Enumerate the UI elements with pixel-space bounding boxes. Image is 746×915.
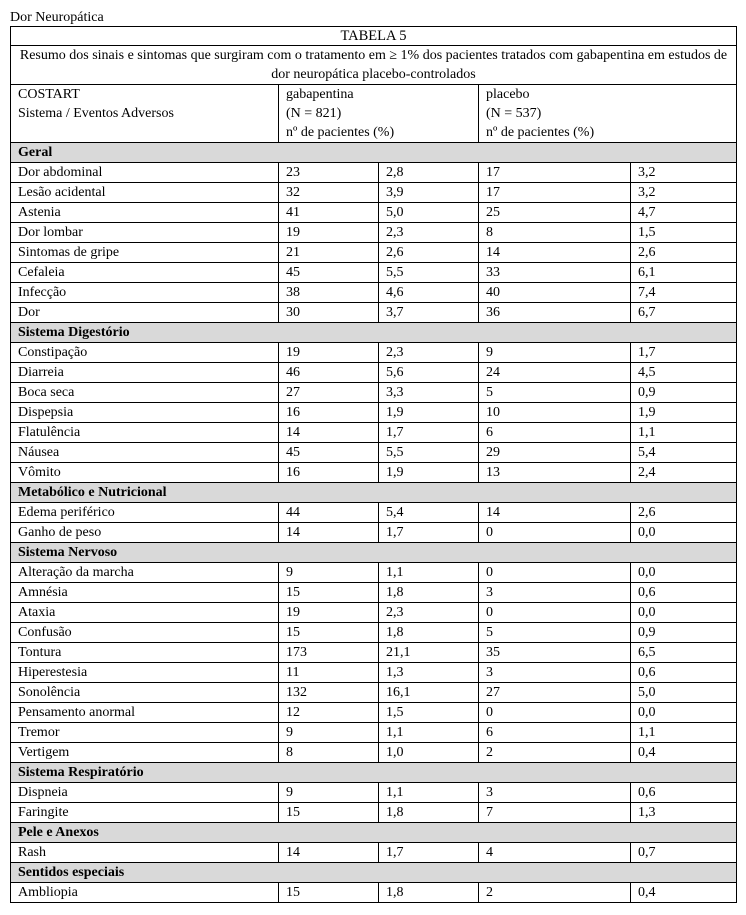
placebo-percent-cell: 0,9 [631,383,737,403]
placebo-count-cell: 40 [479,283,631,303]
table-row [11,383,737,403]
placebo-percent-cell: 0,9 [631,623,737,643]
placebo-percent-cell: 5,0 [631,683,737,703]
placebo-percent-cell: 7,4 [631,283,737,303]
table-row [11,423,737,443]
placebo-percent-cell: 0,0 [631,523,737,543]
section-header: Metabólico e Nutricional [11,483,737,503]
placebo-percent-cell: 1,1 [631,723,737,743]
placebo-count-cell: 25 [479,203,631,223]
gabapentina-count-cell: 30 [279,303,379,323]
gabapentina-count-cell: 132 [279,683,379,703]
table-row [11,883,737,903]
gabapentina-percent-cell: 2,3 [379,223,479,243]
table-header-row [11,85,737,143]
gabapentina-count-cell: 27 [279,383,379,403]
placebo-percent-cell: 0,6 [631,663,737,683]
gabapentina-count-cell: 9 [279,723,379,743]
gabapentina-percent-cell: 1,9 [379,463,479,483]
placebo-percent-cell: 2,4 [631,463,737,483]
table-row [11,783,737,803]
section-row [11,863,737,883]
event-name-cell: Boca seca [11,383,279,403]
gabapentina-count-cell: 9 [279,783,379,803]
event-name-cell: Dor abdominal [11,163,279,183]
table-title-row [11,27,737,46]
gabapentina-count-cell: 14 [279,843,379,863]
placebo-count-cell: 0 [479,523,631,543]
placebo-count-cell: 33 [479,263,631,283]
gabapentina-count-cell: 9 [279,563,379,583]
gabapentina-percent-cell: 1,7 [379,843,479,863]
placebo-percent-cell: 1,7 [631,343,737,363]
placebo-count-cell: 27 [479,683,631,703]
gabapentina-count-cell: 23 [279,163,379,183]
gabapentina-percent-cell: 2,8 [379,163,479,183]
table-row [11,223,737,243]
event-name-cell: Edema periférico [11,503,279,523]
event-name-cell: Cefaleia [11,263,279,283]
gabapentina-count-cell: 173 [279,643,379,663]
header-placebo-n: (N = 537) [486,106,542,121]
gabapentina-percent-cell: 1,8 [379,623,479,643]
section-row [11,823,737,843]
placebo-percent-cell: 2,6 [631,243,737,263]
gabapentina-percent-cell: 3,9 [379,183,479,203]
placebo-percent-cell: 2,6 [631,503,737,523]
placebo-percent-cell: 0,0 [631,563,737,583]
placebo-count-cell: 6 [479,723,631,743]
event-name-cell: Amnésia [11,583,279,603]
table-row [11,743,737,763]
header-system-events [11,85,279,143]
gabapentina-count-cell: 11 [279,663,379,683]
placebo-percent-cell: 0,6 [631,783,737,803]
event-name-cell: Sintomas de gripe [11,243,279,263]
header-placebo-name: placebo [486,87,530,102]
placebo-count-cell: 4 [479,843,631,863]
gabapentina-percent-cell: 1,5 [379,703,479,723]
placebo-percent-cell: 0,0 [631,603,737,623]
section-header: Sistema Respiratório [11,763,737,783]
gabapentina-percent-cell: 2,3 [379,343,479,363]
header-gabapentina-name: gabapentina [286,87,354,102]
table-row [11,503,737,523]
event-name-cell: Infecção [11,283,279,303]
table-row [11,563,737,583]
gabapentina-percent-cell: 3,7 [379,303,479,323]
table-row [11,303,737,323]
header-costart: COSTART [18,87,80,102]
table-row [11,803,737,823]
gabapentina-count-cell: 15 [279,583,379,603]
placebo-count-cell: 2 [479,743,631,763]
table-row [11,163,737,183]
placebo-count-cell: 29 [479,443,631,463]
gabapentina-percent-cell: 1,9 [379,403,479,423]
placebo-count-cell: 24 [479,363,631,383]
event-name-cell: Diarreia [11,363,279,383]
event-name-cell: Hiperestesia [11,663,279,683]
table-row [11,683,737,703]
event-name-cell: Constipação [11,343,279,363]
gabapentina-percent-cell: 5,4 [379,503,479,523]
table-description: Resumo dos sinais e sintomas que surgiram com o tratamento em ≥ 1% dos pacientes tratados com gabapentina em estudos de dor neuropática placebo-controlados [11,46,737,85]
event-name-cell: Dispepsia [11,403,279,423]
section-row [11,763,737,783]
gabapentina-percent-cell: 5,5 [379,263,479,283]
table-row [11,663,737,683]
placebo-count-cell: 5 [479,623,631,643]
gabapentina-count-cell: 14 [279,423,379,443]
gabapentina-percent-cell: 5,5 [379,443,479,463]
table-row [11,243,737,263]
header-placebo [479,85,737,143]
section-header: Sentidos especiais [11,863,737,883]
gabapentina-percent-cell: 1,3 [379,663,479,683]
gabapentina-count-cell: 44 [279,503,379,523]
gabapentina-count-cell: 45 [279,263,379,283]
table-row [11,443,737,463]
placebo-percent-cell: 4,7 [631,203,737,223]
event-name-cell: Confusão [11,623,279,643]
table-row [11,403,737,423]
gabapentina-percent-cell: 21,1 [379,643,479,663]
gabapentina-percent-cell: 2,6 [379,243,479,263]
placebo-count-cell: 2 [479,883,631,903]
event-name-cell: Flatulência [11,423,279,443]
event-name-cell: Vômito [11,463,279,483]
placebo-count-cell: 8 [479,223,631,243]
placebo-count-cell: 0 [479,703,631,723]
event-name-cell: Dispneia [11,783,279,803]
placebo-count-cell: 3 [479,663,631,683]
section-header: Sistema Nervoso [11,543,737,563]
table-row [11,183,737,203]
section-row [11,323,737,343]
gabapentina-count-cell: 14 [279,523,379,543]
table-row [11,343,737,363]
event-name-cell: Ambliopia [11,883,279,903]
table-title: TABELA 5 [11,27,737,46]
placebo-count-cell: 35 [479,643,631,663]
placebo-count-cell: 17 [479,183,631,203]
gabapentina-count-cell: 45 [279,443,379,463]
placebo-count-cell: 9 [479,343,631,363]
table-row [11,843,737,863]
gabapentina-count-cell: 38 [279,283,379,303]
placebo-count-cell: 7 [479,803,631,823]
gabapentina-count-cell: 16 [279,403,379,423]
adverse-events-table [10,26,737,903]
placebo-percent-cell: 1,3 [631,803,737,823]
header-system-label: Sistema / Eventos Adversos [18,106,174,121]
gabapentina-percent-cell: 1,7 [379,423,479,443]
gabapentina-percent-cell: 1,8 [379,883,479,903]
gabapentina-count-cell: 15 [279,883,379,903]
table-row [11,723,737,743]
table-row [11,703,737,723]
placebo-percent-cell: 0,7 [631,843,737,863]
page-title: Dor Neuropática [10,10,104,25]
event-name-cell: Tremor [11,723,279,743]
gabapentina-count-cell: 8 [279,743,379,763]
placebo-count-cell: 5 [479,383,631,403]
placebo-percent-cell: 4,5 [631,363,737,383]
section-header: Geral [11,143,737,163]
event-name-cell: Lesão acidental [11,183,279,203]
placebo-count-cell: 17 [479,163,631,183]
placebo-count-cell: 14 [479,503,631,523]
table-row [11,363,737,383]
table-description-row [11,46,737,85]
table-row [11,523,737,543]
event-name-cell: Alteração da marcha [11,563,279,583]
gabapentina-percent-cell: 1,1 [379,723,479,743]
placebo-count-cell: 13 [479,463,631,483]
gabapentina-percent-cell: 1,8 [379,583,479,603]
gabapentina-percent-cell: 1,8 [379,803,479,823]
header-placebo-unit: nº de pacientes (%) [486,125,595,140]
placebo-percent-cell: 1,1 [631,423,737,443]
adverse-events-table-container [10,26,736,903]
placebo-percent-cell: 6,1 [631,263,737,283]
table-row [11,603,737,623]
event-name-cell: Sonolência [11,683,279,703]
gabapentina-count-cell: 46 [279,363,379,383]
gabapentina-percent-cell: 4,6 [379,283,479,303]
gabapentina-count-cell: 16 [279,463,379,483]
gabapentina-percent-cell: 2,3 [379,603,479,623]
gabapentina-percent-cell: 1,1 [379,783,479,803]
gabapentina-count-cell: 19 [279,603,379,623]
gabapentina-count-cell: 15 [279,623,379,643]
section-header: Pele e Anexos [11,823,737,843]
event-name-cell: Dor lombar [11,223,279,243]
placebo-percent-cell: 6,5 [631,643,737,663]
event-name-cell: Vertigem [11,743,279,763]
placebo-count-cell: 0 [479,563,631,583]
table-row [11,263,737,283]
placebo-percent-cell: 3,2 [631,163,737,183]
header-gabapentina [279,85,479,143]
event-name-cell: Pensamento anormal [11,703,279,723]
event-name-cell: Rash [11,843,279,863]
placebo-percent-cell: 5,4 [631,443,737,463]
event-name-cell: Ganho de peso [11,523,279,543]
gabapentina-count-cell: 19 [279,343,379,363]
gabapentina-count-cell: 12 [279,703,379,723]
event-name-cell: Faringite [11,803,279,823]
gabapentina-percent-cell: 1,0 [379,743,479,763]
placebo-count-cell: 3 [479,583,631,603]
event-name-cell: Dor [11,303,279,323]
placebo-count-cell: 6 [479,423,631,443]
section-row [11,483,737,503]
table-row [11,623,737,643]
gabapentina-percent-cell: 3,3 [379,383,479,403]
gabapentina-count-cell: 32 [279,183,379,203]
placebo-percent-cell: 3,2 [631,183,737,203]
placebo-count-cell: 10 [479,403,631,423]
event-name-cell: Tontura [11,643,279,663]
section-row [11,543,737,563]
placebo-count-cell: 3 [479,783,631,803]
placebo-percent-cell: 0,0 [631,703,737,723]
header-gabapentina-n: (N = 821) [286,106,342,121]
gabapentina-percent-cell: 5,6 [379,363,479,383]
placebo-percent-cell: 0,6 [631,583,737,603]
event-name-cell: Ataxia [11,603,279,623]
table-row [11,643,737,663]
placebo-count-cell: 14 [479,243,631,263]
event-name-cell: Astenia [11,203,279,223]
section-header: Sistema Digestório [11,323,737,343]
gabapentina-percent-cell: 1,7 [379,523,479,543]
gabapentina-count-cell: 21 [279,243,379,263]
table-row [11,463,737,483]
gabapentina-count-cell: 19 [279,223,379,243]
gabapentina-count-cell: 15 [279,803,379,823]
section-row [11,143,737,163]
gabapentina-count-cell: 41 [279,203,379,223]
gabapentina-percent-cell: 1,1 [379,563,479,583]
placebo-count-cell: 0 [479,603,631,623]
table-row [11,283,737,303]
header-gabapentina-unit: nº de pacientes (%) [286,125,395,140]
table-row [11,583,737,603]
gabapentina-percent-cell: 16,1 [379,683,479,703]
placebo-percent-cell: 0,4 [631,743,737,763]
table-row [11,203,737,223]
placebo-count-cell: 36 [479,303,631,323]
placebo-percent-cell: 0,4 [631,883,737,903]
event-name-cell: Náusea [11,443,279,463]
placebo-percent-cell: 6,7 [631,303,737,323]
placebo-percent-cell: 1,5 [631,223,737,243]
gabapentina-percent-cell: 5,0 [379,203,479,223]
placebo-percent-cell: 1,9 [631,403,737,423]
